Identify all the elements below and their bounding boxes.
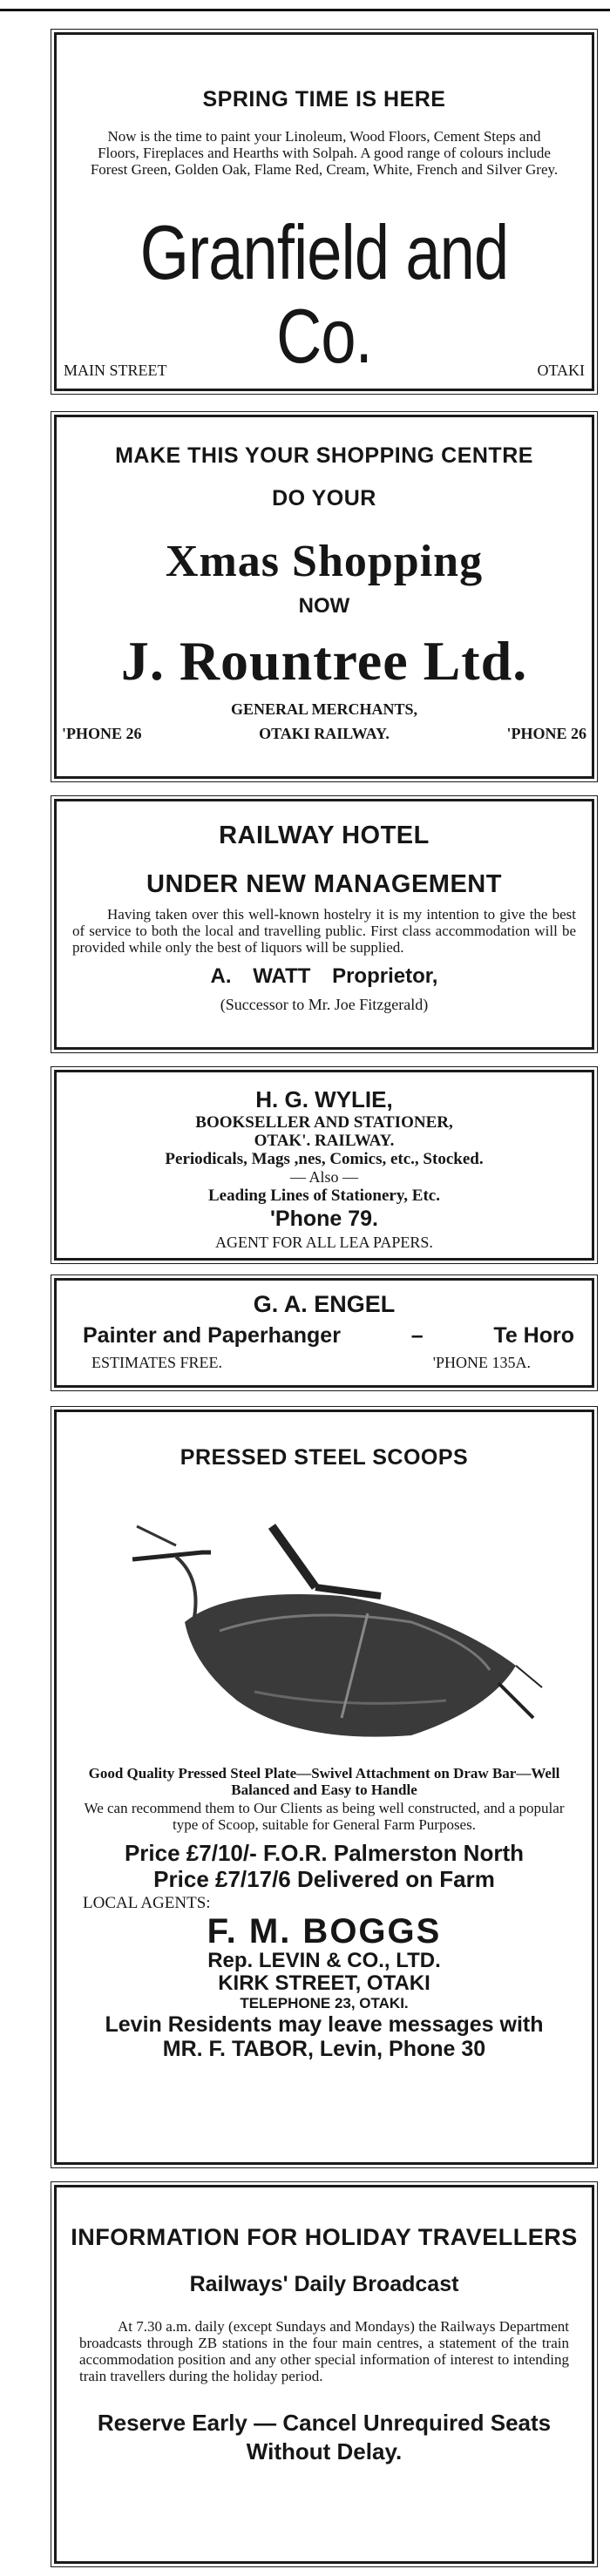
- hotel-proprietor: A. WATT Proprietor,: [210, 964, 438, 988]
- scoops-body: We can recommend them to Our Clients as being well constructed, and a popular type of Scoop, suitable for General Farm Purposes.: [84, 1800, 565, 1833]
- wylie-bookseller: BOOKSELLER AND STATIONER,: [195, 1113, 453, 1132]
- granfield-brand: Granfield and Co.: [139, 209, 509, 379]
- rountree-general-merchants: GENERAL MERCHANTS,: [230, 700, 418, 718]
- scoops-price-delivered: Price £7/17/6 Delivered on Farm: [153, 1866, 495, 1892]
- granfield-town: OTAKI: [537, 362, 585, 379]
- scoops-price-fob: Price £7/10/- F.O.R. Palmerston North: [124, 1840, 525, 1866]
- hotel-successor: (Successor to Mr. Joe Fitzgerald): [220, 996, 429, 1013]
- page-top-rule: [0, 9, 610, 11]
- rountree-brand: J. Rountree Ltd.: [120, 630, 528, 692]
- info-subheading: Railways' Daily Broadcast: [189, 2272, 459, 2296]
- scoops-levin-contact: MR. F. TABOR, Levin, Phone 30: [162, 2037, 486, 2061]
- hotel-heading-2: UNDER NEW MANAGEMENT: [146, 870, 502, 898]
- rountree-phone-left: 'PHONE 26: [62, 725, 142, 742]
- engel-phone: 'PHONE 135A.: [432, 1354, 531, 1371]
- rountree-do-your: DO YOUR: [272, 486, 376, 510]
- scoops-rep: Rep. LEVIN & CO., LTD.: [207, 1949, 441, 1972]
- wylie-phone: 'Phone 79.: [269, 1207, 379, 1231]
- railway-hotel-advert: [54, 799, 594, 1050]
- wylie-agent: AGENT FOR ALL LEA PAPERS.: [215, 1234, 433, 1251]
- granfield-heading: SPRING TIME IS HERE: [202, 87, 446, 112]
- scoops-quality: Good Quality Pressed Steel Plate—Swivel Attachment on Draw Bar—Well Balanced and Easy to Handle: [88, 1765, 560, 1798]
- scoops-heading: PRESSED STEEL SCOOPS: [180, 1445, 469, 1470]
- engel-trade: Painter and Paperhanger: [83, 1323, 341, 1348]
- granfield-street: MAIN STREET: [64, 362, 167, 379]
- info-body: At 7.30 a.m. daily (except Sundays and Mondays) the Railways Department broadcasts through ZB stations in the four main centres, a statement of the train accommodation position and any other special information of interest to intending train travellers during the holiday period.: [79, 2318, 569, 2384]
- scoops-levin-note: Levin Residents may leave messages with: [105, 2012, 544, 2037]
- rountree-heading: MAKE THIS YOUR SHOPPING CENTRE: [115, 443, 533, 468]
- wylie-location: OTAK'. RAILWAY.: [254, 1132, 395, 1150]
- engel-dash: –: [410, 1323, 424, 1348]
- rountree-now: NOW: [298, 594, 350, 618]
- engel-place: Te Horo: [493, 1323, 574, 1348]
- rountree-xmas-shopping: Xmas Shopping: [165, 537, 484, 586]
- scoops-local-agents-label: LOCAL AGENTS:: [83, 1894, 211, 1912]
- scoops-telephone: TELEPHONE 23, OTAKI.: [240, 1995, 409, 2011]
- engel-trade-row: [83, 1323, 574, 1349]
- wylie-name: H. G. WYLIE,: [255, 1086, 393, 1112]
- pressed-steel-scoops-advert: [54, 1410, 594, 2165]
- info-heading: INFORMATION FOR HOLIDAY TRAVELLERS: [71, 2224, 578, 2250]
- hotel-body: Having taken over this well-known hostelry it is my intention to give the best of service to both the local and travelling public. First class accommodation will be provided while only the best of liquors will be supplied.: [72, 906, 576, 956]
- info-reserve-early: Reserve Early — Cancel Unrequired Seats Without Delay.: [97, 2410, 552, 2464]
- rountree-otaki-railway: OTAKI RAILWAY.: [259, 725, 390, 742]
- rountree-phone-right: 'PHONE 26: [506, 725, 586, 742]
- wylie-stationery: Leading Lines of Stationery, Etc.: [207, 1187, 440, 1205]
- scoops-street: KIRK STREET, OTAKI: [218, 1971, 430, 1995]
- scoops-agent-name: F. M. BOGGS: [207, 1912, 442, 1951]
- wylie-periodicals: Periodicals, Mags ,nes, Comics, etc., Stocked.: [165, 1150, 484, 1168]
- steel-scoop-illustration: [80, 1491, 568, 1753]
- holiday-travellers-notice: [54, 2185, 594, 2564]
- granfield-advert: [54, 32, 594, 391]
- engel-estimates-row: [92, 1354, 531, 1372]
- wylie-advert: [54, 1070, 594, 1261]
- rountree-advert: [54, 415, 594, 779]
- engel-advert: [54, 1278, 594, 1388]
- granfield-address-row: [64, 362, 585, 380]
- engel-name: G. A. ENGEL: [253, 1291, 396, 1317]
- engel-estimates: ESTIMATES FREE.: [92, 1354, 223, 1371]
- wylie-also: — Also —: [289, 1168, 358, 1186]
- hotel-heading-1: RAILWAY HOTEL: [219, 821, 430, 849]
- granfield-body: Now is the time to paint your Linoleum, Wood Floors, Cement Steps and Floors, Fireplaces and Hearths with Solpah. A good range of colours include Forest Green, Golden Oak, Flame Red, Cream, White, French and Silver Grey.: [90, 128, 559, 178]
